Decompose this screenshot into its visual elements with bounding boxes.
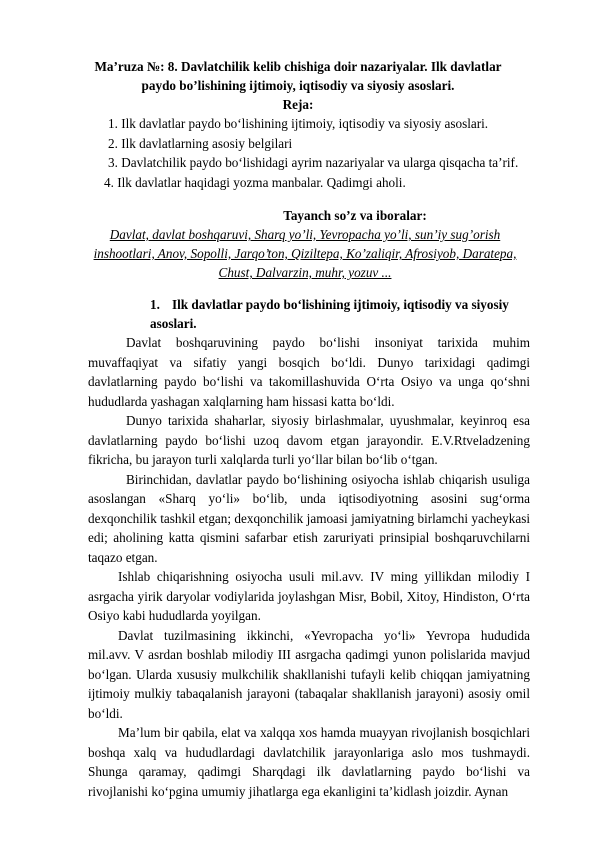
- paragraph: Birinchidan, davlatlar paydo bo‘lishining osiyocha ishlab chiqarish usuliga asoslangan «Sharq yo‘li» bo‘lib, unda iqtisodiyotning asosini sug‘orma dexqonchilik tashkil etgan; dexqonchilik jamoasi jamiyatning birlamchi yacheykasi edi; aholining katta qismini safarbar etish zaruriyati prinsipial boshqaruvchilarni taqazo etgan.: [88, 471, 530, 565]
- section-title: [150, 295, 530, 333]
- plan-item: 1. Ilk davlatlar paydo bo‘lishining ijtimoiy, iqtisodiy va siyosiy asoslari.: [108, 116, 489, 131]
- plan-item: 2. Ilk davlatlarning asosiy belgilari: [108, 135, 293, 151]
- lecture-title: Ma’ruza №: 8. Davlatchilik kelib chishiga doir nazariyalar. Ilk davlatlar paydo bo’lishining ijtimoiy, iqtisodiy va siyosiy asoslari.: [94, 59, 502, 93]
- section-number: 1.: [150, 297, 160, 312]
- paragraph: Davlat tuzilmasining ikkinchi, «Yevropacha yo‘li» Yevropa hududida mil.avv. V asrdan boshlab milodiy III asrgacha qadimgi yunon polislarida mavjud bo‘lgan. Ularda xususiy mulkchilik shakllanishi tufayli kelib chiqqan jamiyatning ijtimoiy mulkiy tabaqalanish jarayoni (tabaqalar shakllanish jarayoni) asosiy omil bo‘ldi.: [88, 627, 530, 721]
- section-title-text: Ilk davlatlar paydo bo‘lishining ijtimoiy, iqtisodiy va siyosiy asoslari.: [150, 297, 509, 331]
- keywords-text: Davlat, davlat boshqaruvi, Sharq yo’li, Yevropacha yo’li, sun’iy sug’orish inshootlari, Anov, Sopolli, Jarqo’ton, Qiziltepa, Ko’zaliqir, Afrosiyob, Daratepa, Chust, Dalvarzin, muhr, yozuv ...: [93, 227, 517, 280]
- keywords-heading: Tayanch so’z va iboralar:: [283, 208, 427, 223]
- plan-list: [100, 114, 560, 192]
- body-text: [88, 333, 530, 801]
- paragraph: Ishlab chiqarishning osiyocha usuli mil.avv. IV ming yillikdan milodiy I asrgacha yirik daryolar vodiylarida joylashgan Misr, Bobil, Xitoy, Hindiston, O‘rta Osiyo kabi hududlarda yoyilgan.: [88, 569, 530, 623]
- plan-heading: Reja:: [282, 97, 314, 112]
- paragraph: Dunyo tarixida shaharlar, siyosiy birlashmalar, uyushmalar, keyinroq esa davlatlarning paydo bo‘lishi uzoq davom etgan jarayondir. E.V.Rtveladzening fikricha, bu jarayon turli xalqlarda turli yo‘llar bilan bo‘lib o‘tgan.: [88, 413, 530, 467]
- paragraph: Davlat boshqaruvining paydo bo‘lishi insoniyat tarixida muhim muvaffaqiyat va sifatiy yangi bosqich bo‘ldi. Dunyo tarixidagi qadimgi davlatlarning paydo bo‘lishi va takomillashuvida O‘rta Osiyo va unga qo‘shni hududlarda yashagan xalqlarning ham hissasi katta bo‘ldi.: [88, 335, 530, 409]
- plan-item: 3. Davlatchilik paydo bo‘lishidagi ayrim nazariyalar va ularga qisqacha ta’rif.: [108, 155, 519, 170]
- paragraph: Ma’lum bir qabila, elat va xalqqa xos hamda muayyan rivojlanish bosqichlari boshqa xalq va hududlardagi davlatchilik jarayonlariga aslo mos tushmaydi. Shunga qaramay, qadimgi Sharqdagi ilk davlatlarning paydo bo‘lishi va rivojlanishi ko‘pgina umumiy jihatlarga ega ekanligini ta’kidlash joizdir. Aynan: [88, 725, 530, 799]
- plan-item: 4. Ilk davlatlar haqidagi yozma manbalar. Qadimgi aholi.: [104, 174, 406, 190]
